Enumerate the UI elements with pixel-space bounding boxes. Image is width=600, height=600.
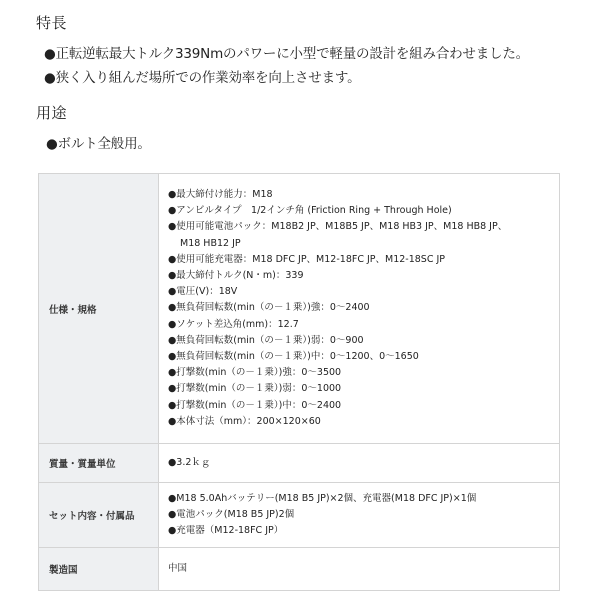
row-value: [159, 548, 560, 591]
spec-line: ●無負荷回転数(min（の－１乗）)弱：0～900: [168, 334, 364, 346]
table-row-country-of-origin: [39, 548, 560, 591]
usage-title: 用途: [36, 104, 68, 122]
row-label: 製造国: [39, 548, 159, 591]
row-value: [159, 483, 560, 548]
table-row-set-contents: [39, 483, 560, 548]
feature-item: ●正転逆転最大トルク339Nmのパワーに小型で軽量の設計を組み合わせました。: [44, 46, 529, 62]
spec-line: ●M18 5.0Ahバッテリー(M18 B5 JP)×2個、充電器(M18 DFC JP)×1個: [168, 492, 477, 504]
usage-item: ●ボルト全般用。: [46, 136, 151, 152]
spec-line: ●使用可能充電器：M18 DFC JP、M12-18FC JP、M12-18SC JP: [168, 253, 446, 265]
spec-line: ●最大締付け能力：M18: [168, 188, 273, 200]
row-label: セット内容・付属品: [39, 483, 159, 548]
spec-line: ●本体寸法（mm）：200×120×60: [168, 415, 321, 427]
spec-line: ●使用可能電池パック：M18B2 JP、M18B5 JP、M18 HB3 JP、M18 HB8 JP、: [168, 221, 508, 233]
row-label: 質量・質量単位: [39, 444, 159, 483]
spec-line: ●打撃数(min（の－１乗）)弱：0～1000: [168, 383, 342, 395]
row-value: [159, 444, 560, 483]
row-value: [159, 174, 560, 444]
spec-line: ●ソケット差込角(mm)：12.7: [168, 318, 299, 330]
row-label: 仕様・規格: [39, 174, 159, 444]
spec-line: ●電池パック(M18 B5 JP)2個: [168, 508, 295, 520]
spec-line: ●最大締付トルク(N・m)：339: [168, 269, 304, 281]
spec-line: ●無負荷回転数(min（の－１乗）)中：0～1200、0～1650: [168, 351, 419, 362]
feature-item: ●狭く入り組んだ場所での作業効率を向上させます。: [44, 70, 361, 86]
spec-line: ●3.2ｋｇ: [168, 456, 211, 468]
spec-line: ●無負荷回転数(min（の－１乗）)強：0～2400: [168, 302, 370, 314]
spec-line: 中国: [168, 562, 188, 574]
table-row-weight: [39, 444, 560, 483]
spec-line: M18 HB12 JP: [180, 237, 241, 249]
spec-line: ●充電器（M12-18FC JP）: [168, 525, 284, 537]
table-row-specifications: [39, 174, 560, 444]
spec-line: ●電圧(V)：18V: [168, 286, 238, 298]
spec-table: [38, 173, 560, 591]
spec-line: ●打撃数(min（の－１乗）)中：0～2400: [168, 399, 342, 411]
spec-line: ●打撃数(min（の－１乗）)強：0～3500: [168, 367, 342, 379]
spec-line: ●アンビルタイプ 1/2インチ角 (Friction Ring + Through Hole): [168, 205, 452, 217]
features-title: 特長: [36, 14, 68, 32]
